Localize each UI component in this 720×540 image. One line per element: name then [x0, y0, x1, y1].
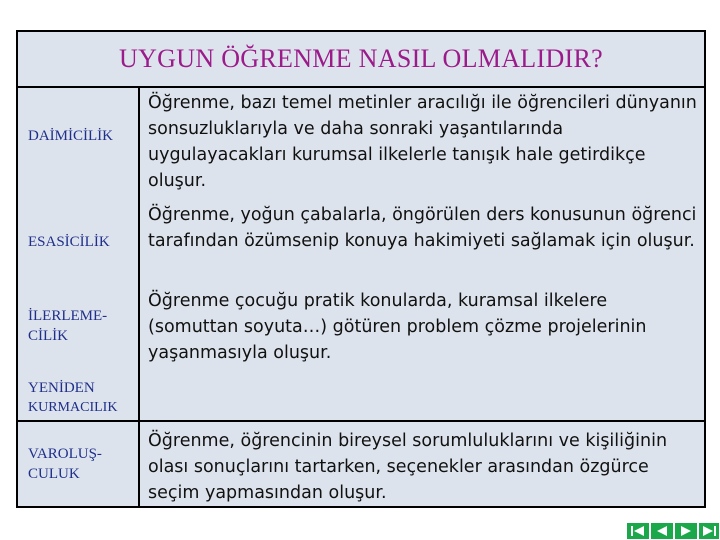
- row-text-daimicilik: Öğrenme, bazı temel metinler aracılığı ile öğrencileri dünyanın sonsuzluklarıyla ve daha sonraki yaşantılarında uygulayacakları kurumsal ilkelerle tanışık hale getirdikçe oluşur.: [148, 93, 697, 191]
- row-text-ilerlemecilik: Öğrenme çocuğu pratik konularda, kuramsal ilkelere (somuttan soyuta…) götüren problem çözme projelerinin yaşanmasıyla oluşur.: [148, 291, 647, 363]
- row-label-yenidenkurmacilik: [28, 378, 117, 418]
- previous-slide-icon: [654, 525, 670, 537]
- row-text-varolusculuk: Öğrenme, öğrencinin bireysel sorumluluklarını ve kişiliğinin olası sonuçlarını tartarken, seçenekler arasından özgürce seçim yapmasından oluşur.: [148, 431, 668, 503]
- row-label-yeniden: YENİDEN: [28, 380, 95, 396]
- row-divider: [18, 420, 704, 422]
- first-slide-button[interactable]: [626, 522, 650, 540]
- last-slide-button[interactable]: [698, 522, 720, 540]
- row-text-esasicilik: Öğrenme, yoğun çabalarla, öngörülen ders konusunun öğrenci tarafından özümsenip konuya hakimiyeti sağlamak için oluşur.: [148, 205, 697, 251]
- column-divider: [138, 86, 140, 506]
- row-label-daimicilik: DAİMİCİLİK: [28, 128, 113, 144]
- row-label-varolusculuk: [28, 444, 118, 484]
- next-slide-button[interactable]: [674, 522, 698, 540]
- row-label-esasicilik: ESASİCİLİK: [28, 234, 110, 250]
- first-slide-icon: [630, 525, 646, 537]
- next-slide-icon: [678, 525, 694, 537]
- row-label-ilerlemecilik-text: İLERLEME-CİLİK: [28, 308, 108, 344]
- content-table: [16, 30, 706, 508]
- row-label-kurmacilik: KURMACILIK: [28, 400, 118, 415]
- last-slide-icon: [701, 525, 717, 537]
- previous-slide-button[interactable]: [650, 522, 674, 540]
- slide-title: UYGUN ÖĞRENME NASIL OLMALIDIR?: [18, 32, 704, 88]
- row-label-varolusculuk-text: VAROLUŞ-CULUK: [28, 446, 102, 482]
- row-label-ilerlemecilik: [28, 306, 128, 346]
